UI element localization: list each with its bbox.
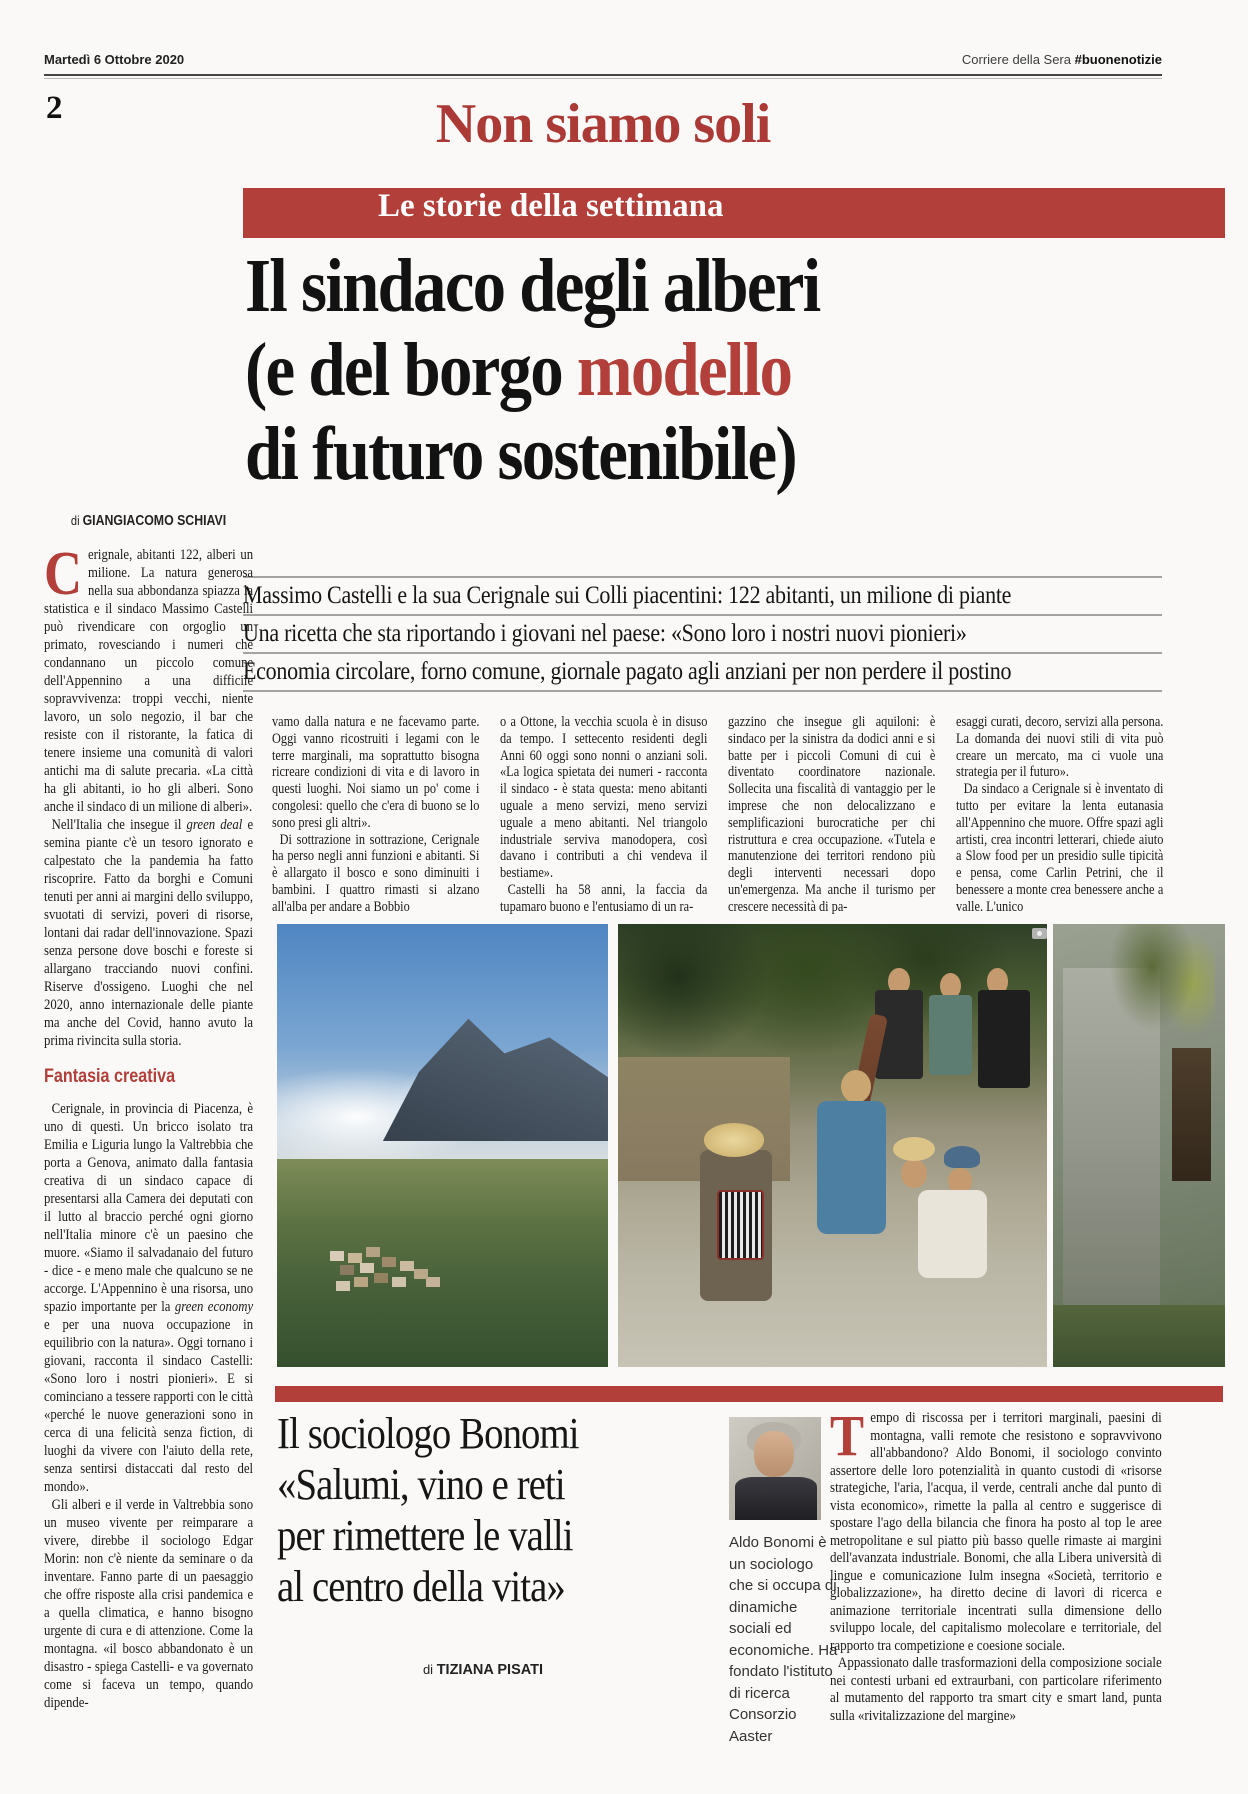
page-number: 2 — [46, 90, 63, 126]
photo-grass — [1053, 1305, 1225, 1367]
paragraph — [44, 1100, 253, 1496]
secondary-headline-line-1: Il sociologo Bonomi — [277, 1409, 579, 1458]
village-landscape-photo — [277, 924, 608, 1367]
article-column-5 — [956, 714, 1163, 926]
paragraph-text: erignale, abitanti 122, alberi un milione. La natura generosa nella sua abbondanza spiazza la statistica e il sindaco Massimo Castelli può rivendicare con orgoglio un primato, rovesciando i numeri che condannano un piccolo comune dell'Appennino a una difficile sopravvivenza: troppi vecchi, niente lavoro, un solo negozio, il bar che resiste con il ristorante, la fatica di tenere insieme una comunità di valori antichi ma di salute precaria. «La città ha gli abitanti, io ho gli alberi. Sono anche il sindaco di un milione di alberi». — [44, 547, 254, 815]
musicians-crowd-photo — [618, 924, 1047, 1367]
photo-straw-hat — [704, 1123, 764, 1156]
byline-author: TIZIANA PISATI — [436, 1662, 544, 1678]
paragraph-text: empo di riscossa per i territori marginali, paesini di montagna, valli remote che resistono e sopravvivono all'abbandono? Aldo Bonomi, il sociologo convinto assertore delle loro potenzialità in quanto custodi di «risorse strategiche, l'aria, l'acqua, il verde, centrali anche dal punto di vista economico», rimette la palla al centro e suggerisce di spostare l'ago della bilancia che finora ha posto al top le aree metropolitane e sul piatto più basso quelle rimaste ai margini dell'avanzata industriale. Bonomi, che alla Libera università di lingue e comunicazione Iulm insegna «Società, territorio e globalizzazione», ha diretto decine di lavori di ricerca e animazione territoriale incentrati sulla dimensione dello sviluppo locale, del capitalismo molecolare e territoriale, del rapporto tra competizione e coesione sociale. — [830, 1410, 1162, 1654]
paragraph — [44, 816, 253, 1050]
photo-person-head — [901, 1159, 927, 1188]
paragraph: Gli alberi e il verde in Valtrebbia sono un museo vivente per reimparare a vivere, direbbe il sociologo Edgar Morin: non c'è niente da seminare o da inventare. Fanno parte di un paesaggio che offre risposte alla crisi pandemica e a quella climatica, e hanno bisogno urgente di cura e di attenzione. Come la montagna. «il bosco abbandonato è un disastro - spiega Castelli- e va governato come si faceva un tempo, quando dipende- — [44, 1497, 254, 1711]
secondary-headline-line-2: «Salumi, vino e reti — [277, 1460, 565, 1509]
headline-accent-word: modello — [576, 328, 792, 412]
main-headline — [245, 244, 1145, 496]
paragraph: Appassionato dalle trasformazioni della composizione sociale nei contesti urbani ed extraurbani, con particolare riferimento al mutamento del rapporto tra smart city e smart land, punta sulla «rivitalizzazione del margine» — [830, 1655, 1162, 1724]
paragraph: o a Ottone, la vecchia scuola è in disuso da tempo. I settecento residenti degli Anni 60 oggi sono nonni o anziani soli. «La logica spietata dei numeri - racconta il sindaco - è stata questa: meno abitanti uguale a meno servizi, meno servizi uguale a meno abitanti. Nel triangolo industriale serviva manodopera, così davano i contributi a chi vendeva il bestiame». — [500, 714, 708, 882]
headline-line-2-text: (e del borgo — [245, 328, 577, 412]
byline-prefix: di — [422, 1662, 437, 1677]
article-column-1 — [44, 512, 253, 1712]
portrait-face — [754, 1431, 794, 1476]
header-rule — [44, 74, 1162, 79]
photo-blue-hat — [944, 1146, 980, 1168]
secondary-headline-line-3: per rimettere le valli — [277, 1511, 573, 1560]
article-column-4 — [728, 714, 935, 926]
paragraph: Castelli ha 58 anni, la faccia da tupamaro buono e l'entusiamo di un ra- — [500, 881, 708, 915]
aldo-bonomi-portrait — [729, 1417, 821, 1520]
byline-prefix: di — [70, 513, 83, 528]
paragraph-text: Cerignale, in provincia di Piacenza, è uno di questi. Un bricco isolato tra Emilia e Liguria lungo la Valtrebbia che porta a Genova, animato dalla fantasia creativa di un sindaco capace di presentarsi alla Camera dei deputati con il lutto al braccio perché ogni giorno nell'Italia minore c'è un paesino che muore. «Siamo il salvadanaio del futuro - dice - e meno male che qualcuno se ne accorge. L'Appennino è una risorsa, uno spazio importante per la — [44, 1101, 254, 1315]
secondary-headline-line-4: al centro della vita» — [277, 1562, 565, 1611]
byline — [44, 512, 253, 530]
deck-row — [243, 652, 1162, 692]
secondary-headline — [277, 1408, 797, 1612]
headline-line-1: Il sindaco degli alberi — [245, 244, 820, 328]
deck-row — [243, 614, 1162, 652]
deck-line-2: Una ricetta che sta riportando i giovani nel paese: «Sono loro i nostri nuovi pionieri» — [243, 620, 967, 647]
paragraph — [830, 1403, 1162, 1655]
drop-cap: T — [830, 1403, 865, 1468]
photo-bassoonist — [817, 1101, 886, 1234]
secondary-article-rule — [275, 1386, 1223, 1402]
byline-author: GIANGIACOMO SCHIAVI — [82, 513, 227, 529]
photo-accordion — [717, 1190, 764, 1260]
paragraph: gazzino che insegue gli aquiloni: è sindaco per la sinistra da dodici anni e si batte per i piccoli Comuni di cui è diventato coordinatore nazionale. Sollecita una fiscalità di vantaggio per le imprese che non delocalizzano e semplificazioni burocratiche per chi ristruttura e crea occupazione. «Tutela e manutenzione dei territori rendono più degli interventi necessari dopo un'emergenza. Ma anche il turismo per crescere necessità di pa- — [728, 714, 936, 915]
paragraph-text: e per una nuova occupazione in equilibrio con la natura». Oggi tornano i giovani, racconta il sindaco Castelli: «Sono loro i nostri pionieri». E si cominciano a tessere rapporti con le città «perché le nuove generazioni sono in cerca di una felicità senza fiction, di luoghi da vivere con l'aiuto della rete, senza sentirsi distaccati dal resto del mondo». — [44, 1317, 254, 1495]
deck — [243, 576, 1162, 692]
photo-person — [929, 995, 972, 1075]
edition-date: Martedì 6 Ottobre 2020 — [44, 52, 185, 67]
headline-line-3: di futuro sostenibile) — [245, 412, 796, 496]
section-banner — [243, 188, 1225, 238]
deck-line-1: Massimo Castelli e la sua Cerignale sui Colli piacentini: 122 abitanti, un milione di piante — [243, 582, 1012, 609]
portrait-caption: Aldo Bonomi è un sociologo che si occupa di dinamiche sociali ed economiche. Ha fondato l'istituto di ricerca Consorzio Aaster — [729, 1534, 838, 1745]
deck-line-3: Economia circolare, forno comune, giornale pagato agli anziani per non perdere il postino — [243, 658, 1012, 685]
masthead-tag: #buonenotizie — [1074, 52, 1162, 67]
portrait-suit — [735, 1477, 818, 1520]
paragraph: Di sottrazione in sottrazione, Cerignale ha perso negli anni funzioni e abitanti. Si è allargato il bosco e sono diminuiti i bambini. I quattro rimasti si alzano all'alba per andare a Bobbio — [272, 831, 480, 915]
masthead — [962, 52, 1162, 67]
photo-person — [978, 990, 1029, 1087]
headline-line-2 — [245, 328, 1037, 412]
italic-phrase: green economy — [174, 1299, 254, 1315]
paragraph — [44, 540, 254, 816]
photo-village-houses — [330, 1251, 344, 1261]
paragraph: Da sindaco a Cerignale si è inventato di tutto per evitare la lenta eutanasia all'Appennino che muore. Offre spazi agli artisti, crea incontri letterari, chiede aiuto a Slow food per un presidio sulle tipicità e pensa, come Carlin Petrini, che il benessere a monte crea benessere anche a valle. L'unico — [956, 781, 1164, 915]
paragraph-text: e semina piante c'è un tesoro ignorato e calpestato che la pandemia ha fatto riscoprire. Fatto da borghi e Comuni tenuti per anni ai margini dello sviluppo, svuotati di servizi, poveri di risorse, lontani dai radar dell'innovazione. Spazi senza persone dove boschi e foreste si allargano tracciando nuovi confini. Riserve d'ossigeno. Luoghi che nel 2020, anno internazionale delle piante ma anche del Covid, hanno avuto la prima rivincita sulla storia. — [44, 817, 254, 1049]
photo-vines — [1101, 924, 1215, 1066]
stone-alley-photo — [1053, 924, 1225, 1367]
section-title: Non siamo soli — [435, 93, 771, 155]
paragraph-text: Nell'Italia che insegue il — [51, 817, 187, 833]
secondary-byline — [277, 1662, 689, 1678]
section-banner-label: Le storie della settimana — [378, 188, 724, 224]
drop-cap: C — [44, 540, 83, 608]
deck-row — [243, 576, 1162, 614]
camera-credit-icon — [1032, 928, 1047, 939]
crosshead: Fantasia creativa — [44, 1066, 176, 1087]
photo-straw-hat — [893, 1137, 936, 1161]
photo-person — [918, 1190, 987, 1279]
article-column-3 — [500, 714, 707, 926]
photo-valley — [277, 1159, 608, 1367]
photo-wooden-door — [1172, 1048, 1212, 1181]
masthead-title: Corriere della Sera — [961, 52, 1075, 67]
paragraph: vamo dalla natura e ne facevamo parte. Oggi vanno ricostruiti i legami con le terre marginali, ma soprattutto bisogna ricreare condizioni di vita e di lavoro in questi luoghi. Noi siamo un po' come i congolesi: quello che c'era di buono se lo sono presi gli altri». — [272, 714, 480, 831]
article-column-2 — [272, 714, 479, 926]
secondary-article-body — [830, 1403, 1162, 1725]
italic-phrase: green deal — [186, 817, 243, 833]
paragraph: esaggi curati, decoro, servizi alla persona. La domanda dei nuovi stili di vita può creare un mercato, ma ci vuole una strategia per il futuro». — [956, 714, 1164, 781]
